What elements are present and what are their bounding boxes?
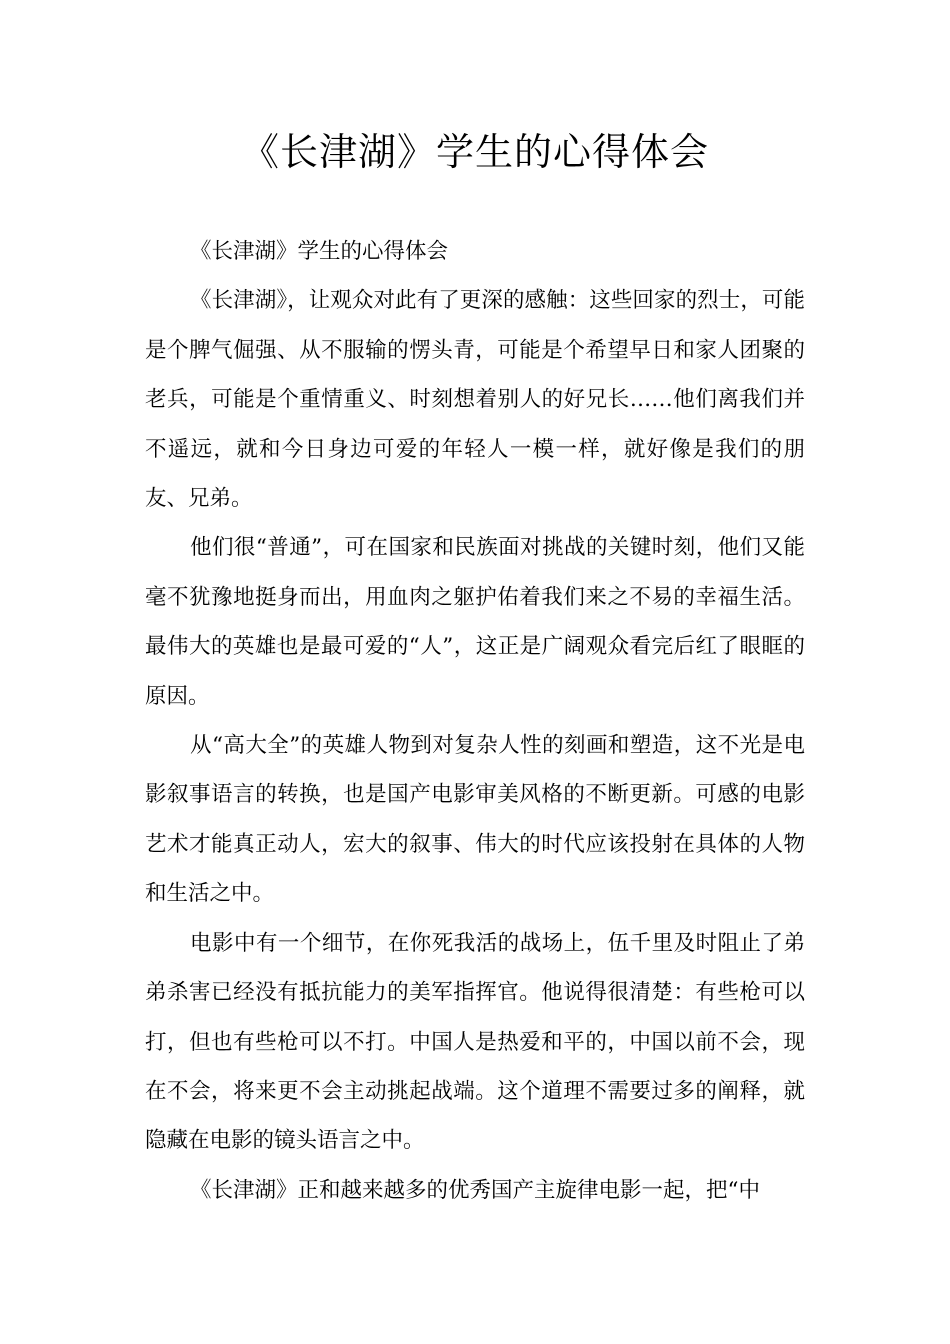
paragraph: 从“高大全”的英雄人物到对复杂人性的刻画和塑造，这不光是电影叙事语言的转换，也是国产电影审美风格的不断更新。可感的电影艺术才能真正动人，宏大的叙事、伟大的时代应该投射在具体的人物和生活之中。 [145, 733, 805, 907]
paragraph: 《长津湖》正和越来越多的优秀国产主旋律电影一起，把“中 [190, 1177, 760, 1203]
paragraph: 他们很“普通”，可在国家和民族面对挑战的关键时刻，他们又能毫不犹豫地挺身而出，用血肉之躯护佑着我们来之不易的幸福生活。最伟大的英雄也是最可爱的“人”，这正是广阔观众看完后红了眼眶的原因。 [145, 535, 805, 709]
paragraph: 《长津湖》，让观众对此有了更深的感触：这些回家的烈士，可能是个脾气倔强、从不服输的愣头青，可能是个希望早日和家人团聚的老兵，可能是个重情重义、时刻想着别人的好兄长……他们离我们并不遥远，就和今日身边可爱的年轻人一模一样，就好像是我们的朋友、兄弟。 [145, 288, 805, 512]
paragraph-subtitle: 《长津湖》学生的心得体会 [190, 239, 449, 264]
document-body [145, 227, 805, 1215]
paragraph: 电影中有一个细节，在你死我活的战场上，伍千里及时阻止了弟弟杀害已经没有抵抗能力的美军指挥官。他说得很清楚：有些枪可以打，但也有些枪可以不打。中国人是热爱和平的，中国以前不会，现在不会，将来更不会主动挑起战端。这个道理不需要过多的阐释，就隐藏在电影的镜头语言之中。 [145, 930, 805, 1154]
document-title: 《长津湖》学生的心得体会 [240, 130, 709, 174]
